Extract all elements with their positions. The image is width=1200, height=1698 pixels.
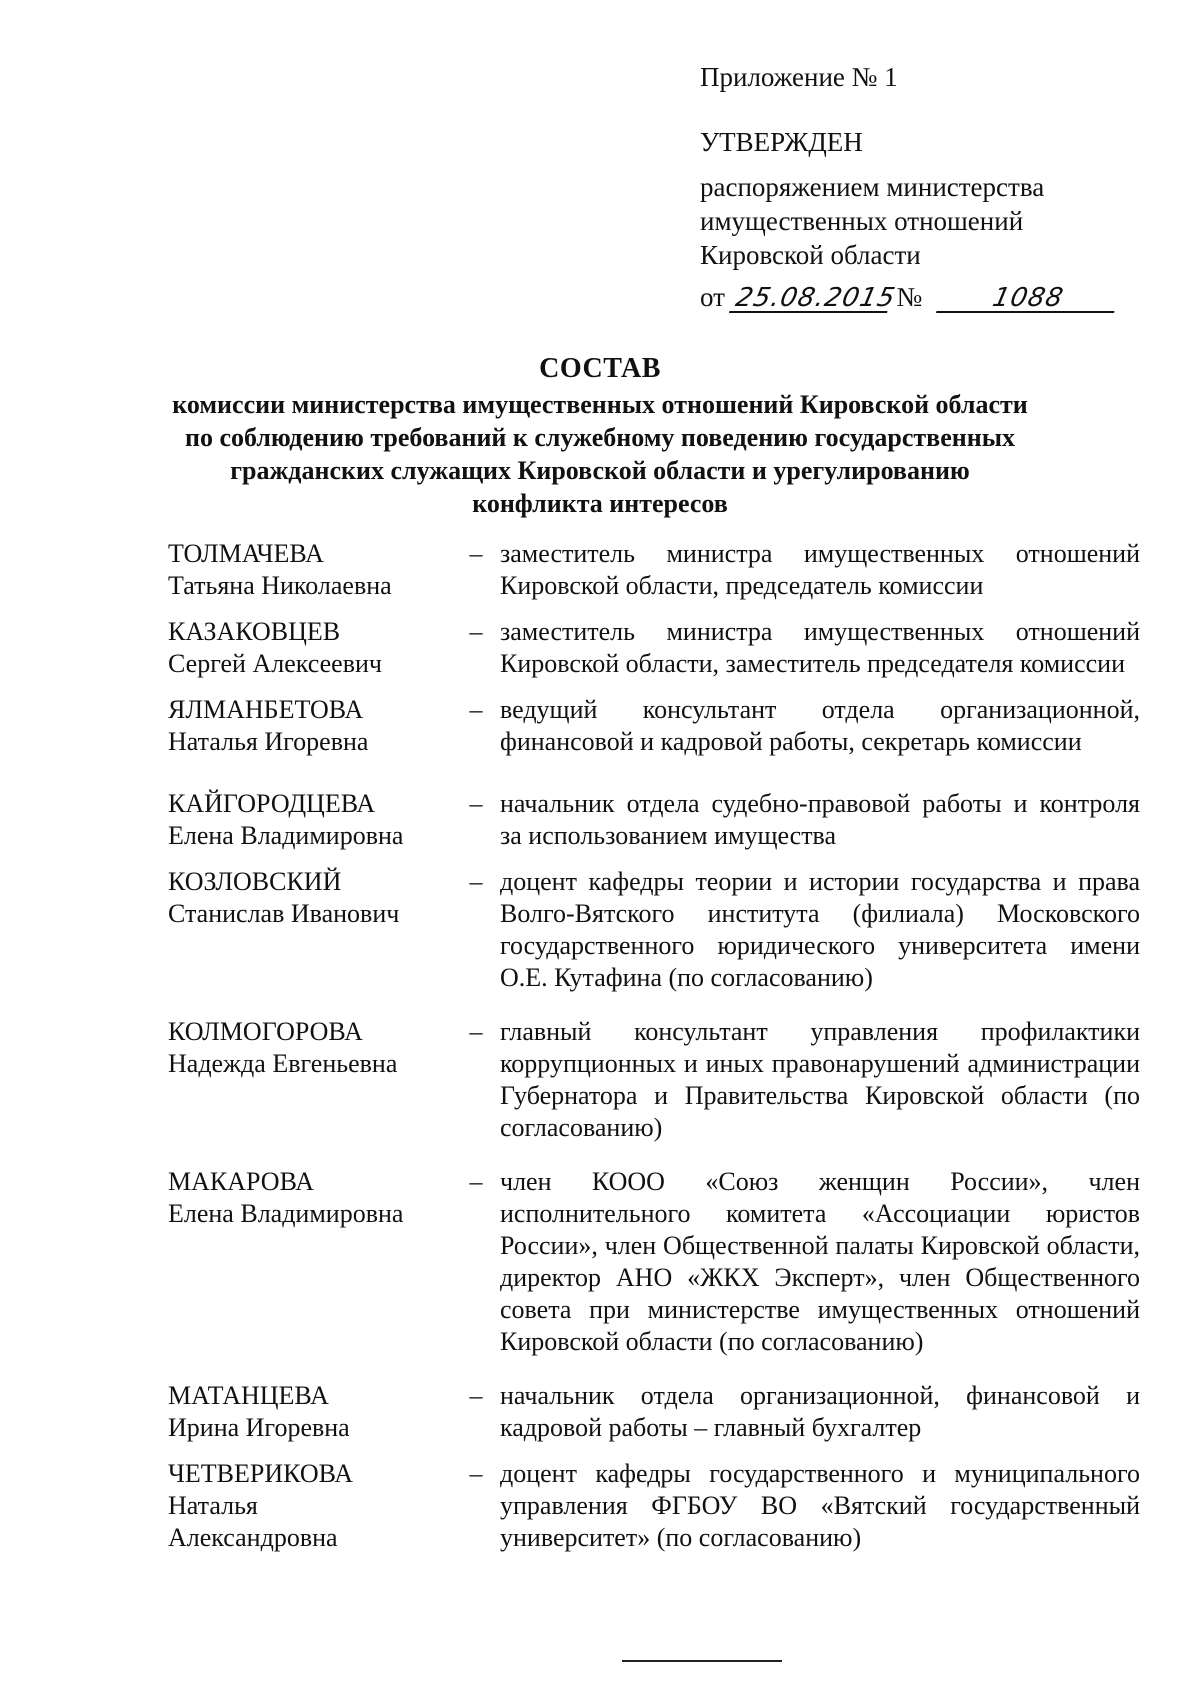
member-position: доцент кафедры теории и истории государства и права Волго-Вятского института (филиала) Московского государственного юридического университета имени О.Е. Кутафина (по согласованию) bbox=[500, 867, 1140, 992]
number-label: № bbox=[896, 282, 923, 312]
title-subtitle-line: гражданских служащих Кировской области и урегулированию bbox=[230, 456, 970, 485]
member-surname: КОЗЛОВСКИЙ bbox=[168, 867, 342, 896]
end-of-document-line bbox=[622, 1660, 782, 1662]
member-row bbox=[168, 1458, 1140, 1554]
title-subtitle-line: конфликта интересов bbox=[472, 489, 728, 518]
member-position: заместитель министра имущественных отношений Кировской области, заместитель председателя комиссии bbox=[500, 617, 1140, 678]
member-row bbox=[168, 1016, 1140, 1144]
member-position: заместитель министра имущественных отношений Кировской области, председатель комиссии bbox=[500, 539, 1140, 600]
member-position: начальник отдела судебно-правовой работы и контроля за использованием имущества bbox=[500, 789, 1140, 850]
handwritten-date: 25.08.2015 bbox=[729, 285, 893, 313]
member-position: начальник отдела организационной, финансовой и кадровой работы – главный бухгалтер bbox=[500, 1381, 1140, 1442]
document-title bbox=[100, 350, 1100, 520]
member-given-name: Наталья Игоревна bbox=[168, 727, 369, 756]
member-given-name: Сергей Алексеевич bbox=[168, 649, 382, 678]
member-dash: – bbox=[469, 789, 483, 818]
member-position: доцент кафедры государственного и муниципального управления ФГБОУ ВО «Вятский государственный университет» (по согласованию) bbox=[500, 1459, 1140, 1552]
member-surname: ЧЕТВЕРИКОВА bbox=[168, 1459, 354, 1488]
approved-label: УТВЕРЖДЕН bbox=[700, 127, 863, 157]
member-dash: – bbox=[469, 1381, 483, 1410]
member-position: член КООО «Союз женщин России», член исполнительного комитета «Ассоциации юристов России», член Общественной палаты Кировской области, директор АНО «ЖКХ Эксперт», член Общественного совета при министерстве имущественных отношений Кировской области (по согласованию) bbox=[500, 1167, 1140, 1356]
title-main: СОСТАВ bbox=[539, 353, 661, 384]
issuer-block bbox=[700, 170, 1044, 272]
order-reference bbox=[700, 280, 1117, 314]
member-name bbox=[168, 1166, 448, 1230]
member-surname: МАТАНЦЕВА bbox=[168, 1381, 329, 1410]
member-surname: КАЗАКОВЦЕВ bbox=[168, 617, 341, 646]
member-surname: МАКАРОВА bbox=[168, 1167, 315, 1196]
member-name bbox=[168, 866, 448, 930]
member-given-name: Елена Владимировна bbox=[168, 1199, 404, 1228]
member-name bbox=[168, 1380, 448, 1444]
member-row bbox=[168, 788, 1140, 852]
member-dash: – bbox=[469, 617, 483, 646]
member-position: ведущий консультант отдела организационной, финансовой и кадровой работы, секретарь комиссии bbox=[500, 695, 1140, 756]
member-name bbox=[168, 616, 448, 680]
appendix-label: Приложение № 1 bbox=[700, 62, 898, 92]
member-row bbox=[168, 694, 1140, 758]
handwritten-number: 1088 bbox=[936, 285, 1120, 313]
member-given-name: Наталья Александровна bbox=[168, 1491, 338, 1552]
member-dash: – bbox=[469, 1459, 483, 1488]
member-row bbox=[168, 1380, 1140, 1444]
member-dash: – bbox=[469, 539, 483, 568]
member-given-name: Надежда Евгеньевна bbox=[168, 1049, 398, 1078]
member-surname: ЯЛМАНБЕТОВА bbox=[168, 695, 364, 724]
title-subtitle-line: комиссии министерства имущественных отношений Кировской области bbox=[172, 390, 1028, 419]
member-surname: КАЙГОРОДЦЕВА bbox=[168, 789, 376, 818]
member-given-name: Елена Владимировна bbox=[168, 821, 404, 850]
member-position: главный консультант управления профилактики коррупционных и иных правонарушений администрации Губернатора и Правительства Кировской области (по согласованию) bbox=[500, 1017, 1140, 1142]
member-given-name: Ирина Игоревна bbox=[168, 1413, 350, 1442]
issuer-line: имущественных отношений bbox=[700, 206, 1024, 236]
member-dash: – bbox=[469, 695, 483, 724]
member-surname: ТОЛМАЧЕВА bbox=[168, 539, 324, 568]
member-name bbox=[168, 1016, 448, 1080]
member-row bbox=[168, 1166, 1140, 1358]
member-given-name: Татьяна Николаевна bbox=[168, 571, 392, 600]
issuer-line: Кировской области bbox=[700, 240, 921, 270]
member-dash: – bbox=[469, 1017, 483, 1046]
from-label: от bbox=[700, 282, 725, 312]
member-dash: – bbox=[469, 867, 483, 896]
member-dash: – bbox=[469, 1167, 483, 1196]
member-name bbox=[168, 788, 448, 852]
member-name bbox=[168, 1458, 448, 1554]
member-name bbox=[168, 538, 448, 602]
title-subtitle-line: по соблюдению требований к служебному поведению государственных bbox=[184, 423, 1016, 452]
members-list bbox=[168, 538, 1140, 1554]
member-surname: КОЛМОГОРОВА bbox=[168, 1017, 363, 1046]
member-name bbox=[168, 694, 448, 758]
issuer-line: распоряжением министерства bbox=[700, 172, 1045, 202]
member-row bbox=[168, 866, 1140, 994]
member-given-name: Станислав Иванович bbox=[168, 899, 400, 928]
member-row bbox=[168, 538, 1140, 602]
member-row bbox=[168, 616, 1140, 680]
